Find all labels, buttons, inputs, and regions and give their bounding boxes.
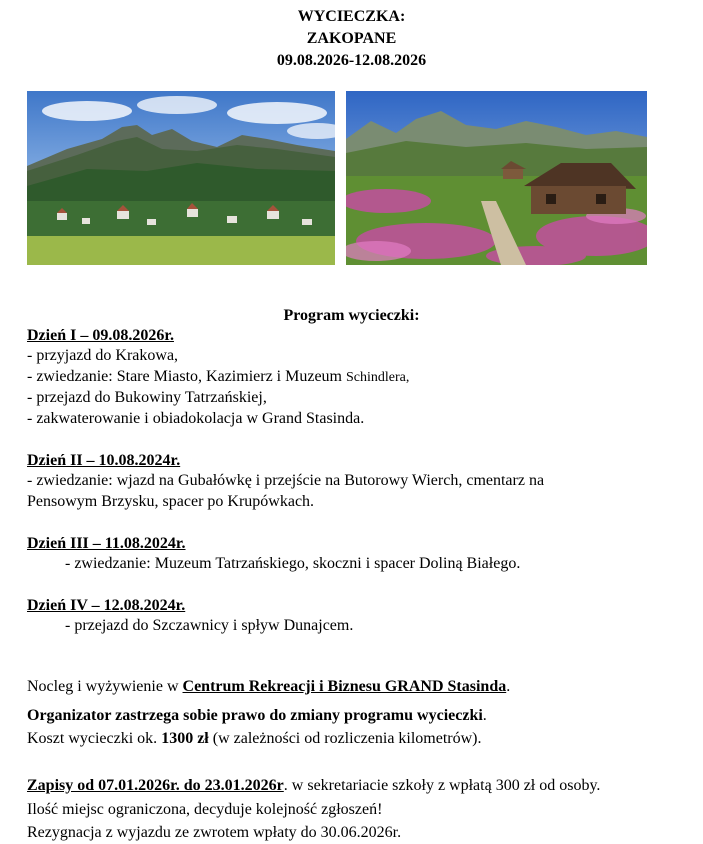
signup-suffix: . w sekretariacie szkoły z wpłatą 300 zł od osoby. xyxy=(283,777,601,794)
day4-heading: Dzień IV – 12.08.2024r. xyxy=(27,597,186,614)
photo-mountain-town xyxy=(27,91,335,265)
day4-line-1: - przejazd do Szczawnicy i spływ Dunajcem. xyxy=(65,617,354,634)
organizer-note: Organizator zastrzega sobie prawo do zmiany programu wycieczki xyxy=(27,707,483,724)
day1-item-2 xyxy=(27,367,409,388)
accommodation-suffix: . xyxy=(506,678,511,695)
day1-item-4: - zakwaterowanie i obiadokolacja w Grand Stasinda. xyxy=(27,410,365,427)
title-wycieczka: WYCIECZKA: xyxy=(297,8,406,25)
seats-note: Ilość miejsc ograniczona, decyduje kolejność zgłoszeń! xyxy=(27,801,383,818)
program-title: Program wycieczki: xyxy=(283,307,420,324)
day2-line-1: - zwiedzanie: wjazd na Gubałówkę i przejście na Butorowy Wierch, cmentarz na xyxy=(27,472,545,489)
cost-suffix: (w zależności od rozliczenia kilometrów). xyxy=(208,730,482,747)
title-destination: ZAKOPANE xyxy=(306,30,397,47)
day1-item-2-text: - zwiedzanie: Stare Miasto, Kazimierz i Muzeum xyxy=(27,368,346,385)
day1-item-2-schindler: Schindlera, xyxy=(346,370,410,385)
accommodation-place: Centrum Rekreacji i Biznesu GRAND Stasinda xyxy=(182,678,507,695)
accommodation-line xyxy=(27,677,510,697)
day1-item-1: - przyjazd do Krakowa, xyxy=(27,347,179,364)
day1-item-3: - przejazd do Bukowiny Tatrzańskiej, xyxy=(27,389,267,406)
signup-line xyxy=(27,776,600,796)
day2-heading: Dzień II – 10.08.2024r. xyxy=(27,452,181,469)
organizer-suffix: . xyxy=(482,707,487,724)
accommodation-prefix: Nocleg i wyżywienie w xyxy=(27,678,183,695)
cost-line xyxy=(27,729,482,749)
resignation-note: Rezygnacja z wyjazdu ze zwrotem wpłaty do 30.06.2026r. xyxy=(27,824,402,841)
title-dates: 09.08.2026-12.08.2026 xyxy=(276,52,427,69)
cost-value: 1300 zł xyxy=(161,730,209,747)
day1-heading: Dzień I – 09.08.2026r. xyxy=(27,327,174,344)
photo-mountain-meadow-hut xyxy=(346,91,647,265)
day2-line-2: Pensowym Brzysku, spacer po Krupówkach. xyxy=(27,493,315,510)
signup-dates: Zapisy od 07.01.2026r. do 23.01.2026r xyxy=(27,777,284,794)
day3-heading: Dzień III – 11.08.2024r. xyxy=(27,535,186,552)
day3-line-1: - zwiedzanie: Muzeum Tatrzańskiego, skoczni i spacer Doliną Białego. xyxy=(65,555,521,572)
cost-prefix: Koszt wycieczki ok. xyxy=(27,730,162,747)
organizer-line xyxy=(27,706,487,726)
